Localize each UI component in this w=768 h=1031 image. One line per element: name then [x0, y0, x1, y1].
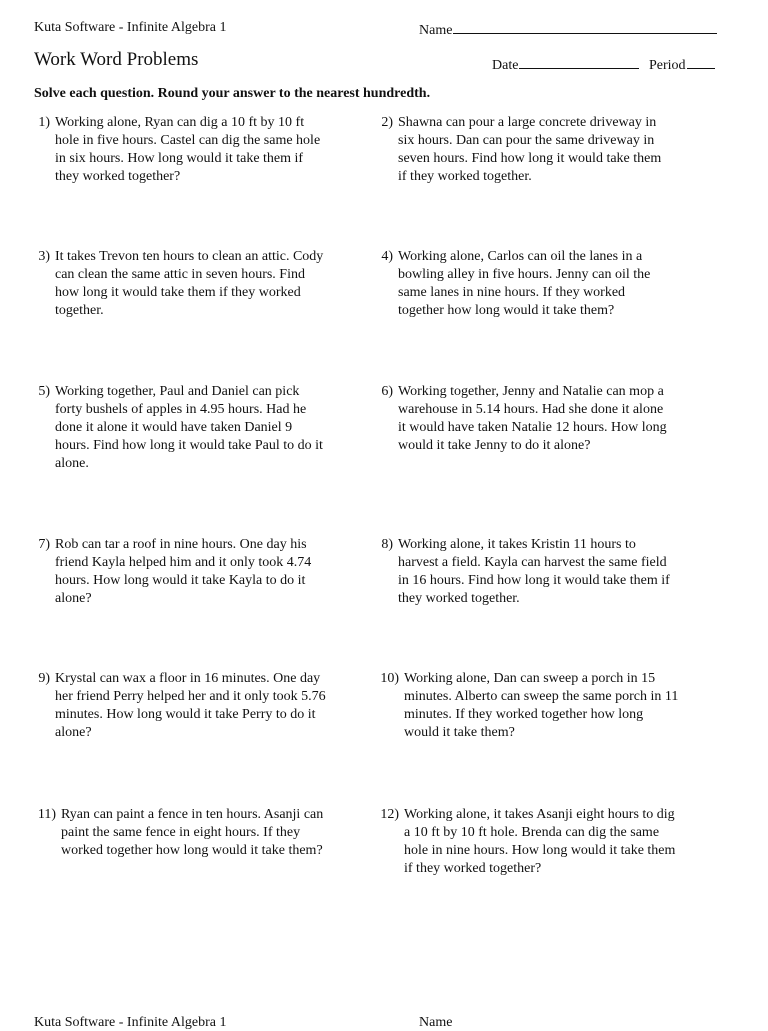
problem-text: It takes Trevon ten hours to clean an attic. Cody can clean the same attic in seven hours. Find how long it would take them if they worked together.: [55, 249, 324, 318]
problem-text: Krystal can wax a floor in 16 minutes. One day her friend Perry helped her and it only took 5.76 minutes. How long would it take Perry to do it alone?: [55, 671, 326, 740]
problem-7: [30, 536, 330, 608]
problem-number: 4): [381, 249, 393, 264]
period-label: Period: [649, 58, 686, 73]
problem-text: Working alone, Dan can sweep a porch in 15 minutes. Alberto can sweep the same porch in 11 minutes. If they worked together how long would it take them?: [404, 671, 679, 740]
problem-10: [373, 670, 679, 742]
period-blank-line: [687, 55, 715, 69]
problem-text: Rob can tar a roof in nine hours. One day his friend Kayla helped him and it only took 4.74 hours. How long would it take Kayla to do it alone?: [55, 537, 312, 606]
problem-text: Working alone, Carlos can oil the lanes in a bowling alley in five hours. Jenny can oil the same lanes in nine hours. If they worked together how long would it take them?: [398, 249, 651, 318]
problem-number: 3): [38, 249, 50, 264]
name-field: [419, 20, 717, 39]
name-blank-line: [453, 20, 717, 34]
problem-text: Working together, Paul and Daniel can pick forty bushels of apples in 4.95 hours. Had he done it alone it would have taken Daniel 9 hours. Find how long it would take Paul to do it alone.: [55, 384, 323, 471]
problem-number: 8): [381, 537, 393, 552]
problem-3: [30, 248, 330, 320]
problem-1: [30, 114, 330, 186]
problem-5: [30, 383, 330, 473]
problem-number: 5): [38, 384, 50, 399]
problem-text: Working alone, Ryan can dig a 10 ft by 10 ft hole in five hours. Castel can dig the same hole in six hours. How long would it take them if they worked together?: [55, 115, 321, 184]
problem-text: Shawna can pour a large concrete driveway in six hours. Dan can pour the same driveway in seven hours. Find how long it would take them if they worked together.: [398, 115, 662, 184]
problem-text: Working alone, it takes Kristin 11 hours to harvest a field. Kayla can harvest the same field in 16 hours. Find how long it would take them if they worked together.: [398, 537, 670, 606]
problem-text: Ryan can paint a fence in ten hours. Asanji can paint the same fence in eight hours. If they worked together how long would it take them?: [61, 807, 324, 858]
problem-2: [373, 114, 673, 186]
problem-6: [373, 383, 673, 455]
problem-4: [373, 248, 673, 320]
date-label: Date: [492, 58, 519, 73]
page-title: Work Word Problems: [34, 49, 199, 70]
problem-number: 2): [381, 115, 393, 130]
next-page-publisher-label: Kuta Software - Infinite Algebra 1: [34, 1015, 227, 1030]
problem-8: [373, 536, 673, 608]
problem-number: 1): [38, 115, 50, 130]
instructions: Solve each question. Round your answer to the nearest hundredth.: [34, 86, 431, 101]
problem-number: 7): [38, 537, 50, 552]
problem-number: 6): [381, 384, 393, 399]
name-label: Name: [419, 23, 453, 38]
period-field: [649, 55, 715, 74]
problem-12: [373, 806, 679, 878]
date-field: [492, 55, 639, 74]
date-blank-line: [519, 55, 639, 69]
problem-number: 12): [380, 807, 399, 822]
problem-text: Working together, Jenny and Natalie can mop a warehouse in 5.14 hours. Had she done it alone it would have taken Natalie 12 hours. How long would it take Jenny to do it alone?: [398, 384, 667, 453]
next-page-name-label: Name: [419, 1015, 453, 1030]
problem-number: 10): [380, 671, 399, 686]
problem-text: Working alone, it takes Asanji eight hours to dig a 10 ft by 10 ft hole. Brenda can dig the same hole in nine hours. How long would it take them if they worked together?: [404, 807, 676, 876]
problem-number: 11): [37, 807, 56, 822]
problem-9: [30, 670, 330, 742]
problem-11: [30, 806, 336, 860]
problem-number: 9): [38, 671, 50, 686]
publisher-label: Kuta Software - Infinite Algebra 1: [34, 20, 227, 35]
